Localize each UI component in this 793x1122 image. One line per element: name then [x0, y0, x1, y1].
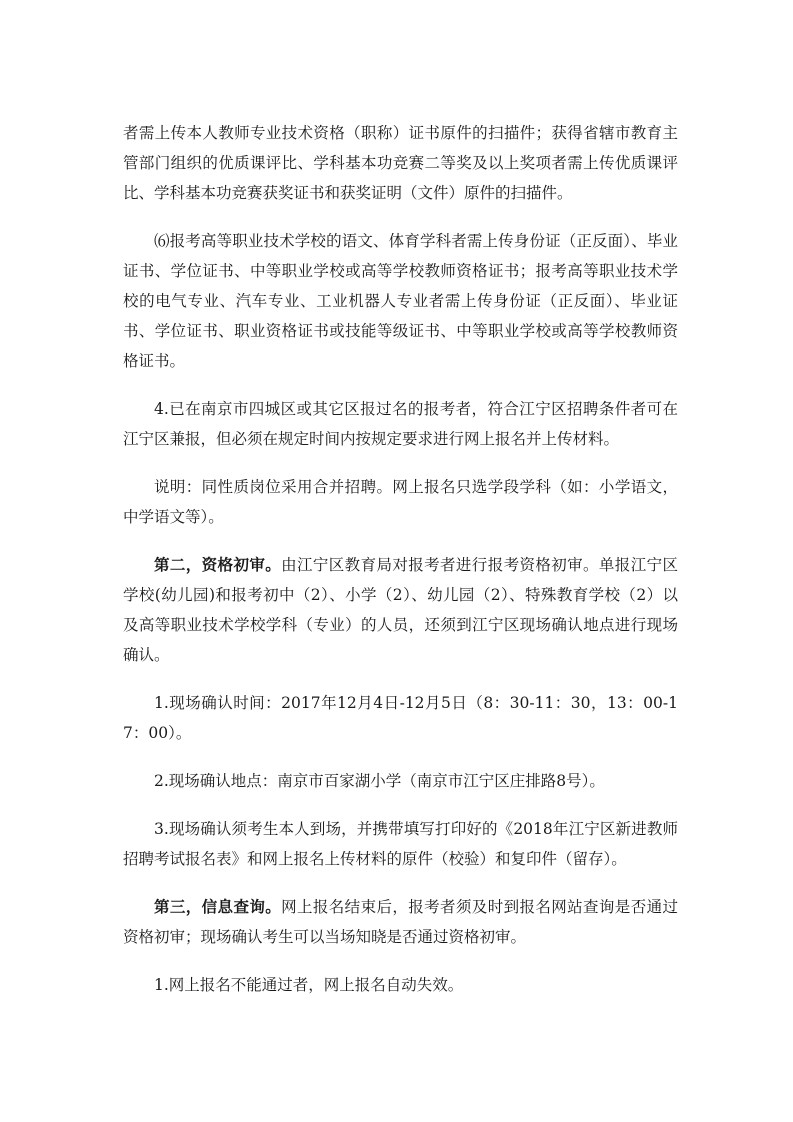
section-heading-information-query: 第三，信息查询。: [154, 897, 282, 916]
paragraph-confirmation-time: 1.现场确认时间：2017年12月4日-12月5日（8：30-11：30，13：00-17：00）。: [123, 694, 678, 742]
paragraph-online-registration-invalid: 1.网上报名不能通过者，网上报名自动失效。: [154, 976, 464, 994]
paragraph-upload-credentials: 者需上传本人教师专业技术资格（职称）证书原件的扫描件；获得省辖市教育主管部门组织的优质课评比、学科基本功竞赛二等奖及以上奖项者需上传优质课评比、学科基本功竞赛获奖证书和获奖证明（文件）原件的扫描件。: [123, 124, 678, 202]
paragraph-dual-registration: 4.已在南京市四城区或其它区报过名的报考者，符合江宁区招聘条件者可在江宁区兼报，但必须在规定时间内按规定要求进行网上报名并上传材料。: [123, 400, 678, 448]
section-text-information-query: 网上报名结束后，报考者须及时到报名网站查询是否通过资格初审；现场确认考生可以当场知晓是否通过资格初审。: [123, 898, 678, 946]
paragraph-note-merged-recruitment: 说明：同性质岗位采用合并招聘。网上报名只选学段学科（如：小学语文，中学语文等）。: [123, 478, 678, 526]
paragraph-information-query: [123, 892, 678, 952]
section-text-qualification-review: 由江宁区教育局对报考者进行报考资格初审。单报江宁区学校(幼儿园)和报考初中（2）、小学（2）、幼儿园（2）、特殊教育学校（2）以及高等职业技术学校学科（专业）的人员，还须到江宁区现场确认地点进行现场确认。: [123, 556, 678, 664]
paragraph-confirmation-location: 2.现场确认地点：南京市百家湖小学（南京市江宁区庄排路8号）。: [154, 772, 605, 790]
paragraph-vocational-school-uploads: ⑹报考高等职业技术学校的语文、体育学科者需上传身份证（正反面）、毕业证书、学位证书、中等职业学校或高等学校教师资格证书；报考高等职业技术学校的电气专业、汽车专业、工业机器人专业者需上传身份证（正反面）、毕业证书、学位证书、职业资格证书或技能等级证书、中等职业学校或高等学校教师资格证书。: [123, 232, 678, 370]
section-heading-qualification-review: 第二，资格初审。: [154, 555, 282, 574]
paragraph-confirmation-requirements: 3.现场确认须考生本人到场，并携带填写打印好的《2018年江宁区新进教师招聘考试报名表》和网上报名上传材料的原件（校验）和复印件（留存）。: [123, 820, 678, 868]
paragraph-qualification-review: [123, 550, 678, 670]
document-body: [123, 118, 678, 1000]
